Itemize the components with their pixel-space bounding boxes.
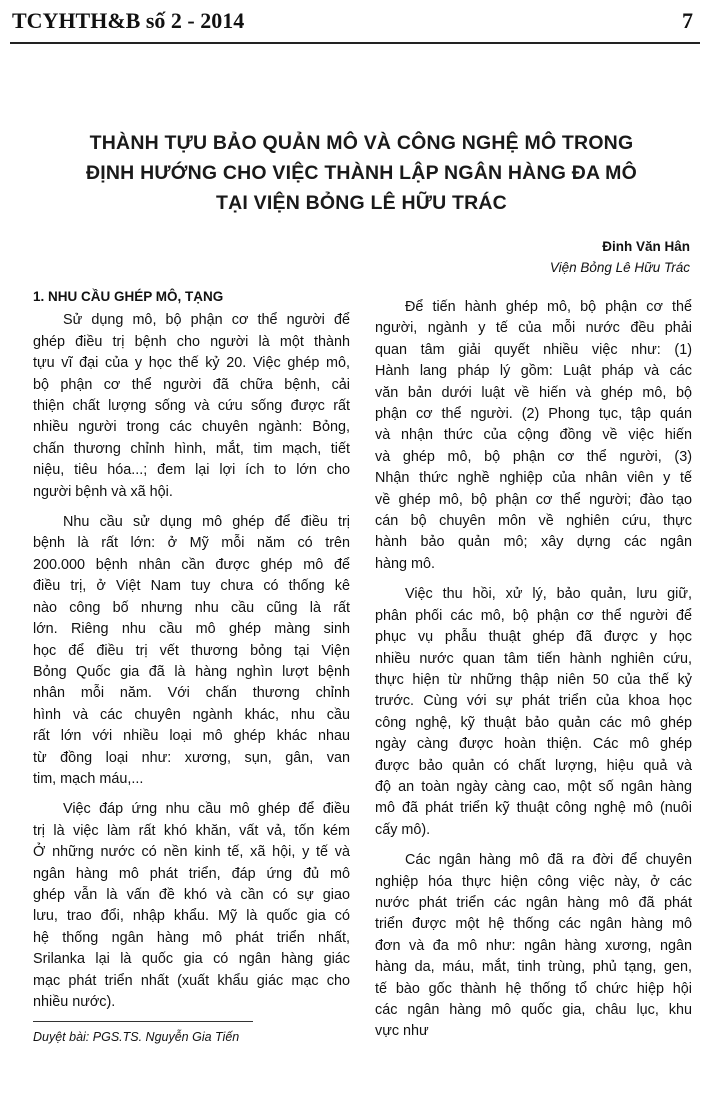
text-line: được bảo quản có chất lượng, hiệu quả và (375, 757, 692, 774)
text-line: Srilanka lại là quốc gia có ngân hàng giác (33, 951, 350, 968)
text-line: ngân hàng mô phát triển, đáp ứng đủ mô (33, 865, 350, 882)
text-line: về ghép mô, bộ phận cơ thể người; đào tạo (375, 491, 692, 508)
text-line: điều trị, ở Việt Nam tuy chưa có thống kê (33, 578, 350, 595)
text-line: bộ phận cơ thể người đã chữa bệnh, cải (33, 376, 350, 393)
text-line: nhiều người trong các chuyên ngành: Bỏng, (33, 419, 350, 436)
article-title (0, 128, 723, 218)
text-line: tế bào gốc thành hệ thống tổ chức hiệp hội (375, 980, 692, 997)
text-line: Nhận thức nghề nghiệp của nhân viên y tế (375, 470, 692, 487)
text-line: các ngân hàng mô quốc gia, châu lục, khu (375, 1002, 692, 1018)
text-line: Nhu cầu sử dụng mô ghép để điều trị (63, 514, 350, 531)
text-line: thiện chất lượng sống và cứu sống được rất (33, 398, 350, 415)
text-line: tựu vĩ đại của y học thế kỷ 20. Việc ghép mô, (33, 355, 350, 372)
author-name: Đinh Văn Hân (602, 239, 690, 254)
text-line: cán bộ chuyên môn về nghiên cứu, thực (375, 513, 692, 530)
title-line: TẠI VIỆN BỎNG LÊ HỮU TRÁC (216, 192, 507, 214)
header-rule (10, 42, 700, 44)
text-line: mạc phát triển nhất (xuất khẩu giác mạc cho (33, 972, 350, 989)
text-line: mô đã phát triển kỹ thuật công nghệ mô (nuôi (375, 800, 692, 817)
text-line: 200.000 bệnh nhân cần được ghép mô để (33, 556, 350, 573)
text-line: và ghép mô, bộ phận cơ thể người, (3) (375, 448, 692, 465)
text-line: Việc đáp ứng nhu cầu mô ghép để điều (63, 801, 350, 818)
text-line: ghép vẫn là vấn đề khó và cần có sự giao (33, 886, 350, 903)
text-line: độ an toàn ngày càng cao, một số ngân hàng (375, 778, 692, 795)
journal-header: TCYHTH&B số 2 - 2014 (12, 8, 245, 33)
text-line: lớn. Riêng nhu cầu mô ghép màng sinh (33, 621, 350, 638)
text-line: nghiệp hóa thực hiện công việc này, ở các (375, 873, 692, 890)
text-line: cấy mô). (375, 821, 431, 838)
text-line: hàng da, máu, mắt, tinh trùng, phủ tạng, gen, (375, 959, 692, 976)
reviewer-footnote: Duyệt bài: PGS.TS. Nguyễn Gia Tiến (33, 1030, 240, 1044)
right-column (375, 297, 692, 1052)
text-line: từ đồng loại như: xương, sụn, gân, van (33, 749, 350, 766)
paragraph (375, 584, 692, 841)
text-line: Sử dụng mô, bộ phận cơ thể người để (63, 312, 350, 329)
text-line: thực hiện từ những thập niên 50 của thế kỷ (375, 671, 692, 688)
text-line: tim, mạch máu,... (33, 770, 144, 787)
text-line: người bệnh và xã hội. (33, 483, 173, 500)
title-line: ĐỊNH HƯỚNG CHO VIỆC THÀNH LẬP NGÂN HÀNG ĐA MÔ (86, 162, 637, 184)
text-line: bệnh là rất lớn: ở Mỹ mỗi năm có trên (33, 535, 350, 552)
text-line: hàng mô. (375, 555, 436, 572)
author-affiliation: Viện Bỏng Lê Hữu Trác (549, 260, 690, 275)
text-line: vực như (375, 1023, 429, 1040)
text-line: niệu, tiêu hóa...; đem lại lợi ích to lớn cho (33, 462, 350, 479)
text-line: phận cơ thể người. (2) Phong tục, tập quán (375, 406, 692, 423)
text-line: phục vụ phẫu thuật ghép đã được y học (375, 629, 692, 646)
text-line: ghép điều trị bệnh cho người là một thành (33, 333, 350, 350)
text-line: hệ thống ngân hàng mô phát triển nhất, (33, 929, 350, 946)
text-line: và nhận thức của cộng đồng về việc hiến (375, 427, 692, 444)
left-column (33, 286, 350, 1022)
text-line: lưu, trao đổi, nhập khẩu. Mỹ là quốc gia có (33, 908, 350, 925)
text-line: học để điều trị vết thương bỏng tại Viện (33, 642, 350, 659)
text-line: Ở những nước có nền kinh tế, xã hội, y tế và (33, 844, 350, 861)
text-line: đơn và đa mô như: ngân hàng xương, ngân (375, 937, 692, 954)
text-line: nhiều nước). (33, 994, 116, 1010)
text-line: Việc thu hồi, xử lý, bảo quản, lưu giữ, (405, 586, 692, 603)
text-line: Để tiến hành ghép mô, bộ phận cơ thể (405, 299, 692, 315)
text-line: rất lớn với nhiều loại mô ghép khác nhau (33, 728, 350, 745)
paragraph (375, 297, 692, 575)
text-line: nào công bố nhưng nhu cầu cũng là rất (33, 599, 350, 616)
footnote-rule (33, 1021, 253, 1022)
text-line: nhiều nước quan tâm tiến hành nghiên cứu, (375, 650, 692, 667)
text-line: văn bản dưới luật về hiến và ghép mô, bộ (375, 384, 692, 401)
paragraph (375, 850, 692, 1043)
text-line: hình và các chuyên ngành khác, nhu cầu (33, 706, 350, 723)
title-line: THÀNH TỰU BẢO QUẢN MÔ VÀ CÔNG NGHỆ MÔ TRONG (89, 132, 634, 154)
text-line: triển được một hệ thống các ngân hàng mô (375, 916, 692, 933)
section-heading: 1. NHU CẦU GHÉP MÔ, TẠNG (33, 289, 224, 304)
text-line: trước. Cùng với sự phát triển của khoa học (375, 693, 692, 710)
text-line: nhân mỗi năm. Với chấn thương chỉnh (33, 685, 350, 702)
text-line: chấn thương chỉnh hình, mắt, tim mạch, tiết (33, 440, 350, 457)
text-line: quan tâm giải quyết nhiều việc như: (1) (375, 341, 692, 358)
text-line: Các ngân hàng mô đã ra đời để chuyên (405, 852, 692, 869)
paragraph (33, 512, 350, 790)
text-line: nước phát triển các ngân hàng mô đã phát (375, 894, 692, 911)
text-line: công nghệ, kỹ thuật bảo quản các mô ghép (375, 714, 692, 731)
text-line: người, ngành y tế của mỗi nước đều phải (375, 320, 692, 337)
text-line: Bỏng Quốc gia đã là hàng nghìn lượt bệnh (33, 663, 350, 680)
paragraph (33, 310, 350, 503)
text-line: phân phối các mô, bộ phận cơ thể người để (375, 607, 692, 624)
text-line: trị là việc làm rất khó khăn, vất vả, tốn kém (33, 822, 350, 839)
text-line: hành bảo quản mô; xây dựng các ngân (375, 534, 692, 551)
text-line: Hành lang pháp lý gồm: Luật pháp và các (375, 363, 692, 380)
text-line: ngày càng được hoàn thiện. Các mô ghép (375, 736, 692, 753)
page-number: 7 (682, 8, 693, 33)
paragraph (33, 799, 350, 1013)
